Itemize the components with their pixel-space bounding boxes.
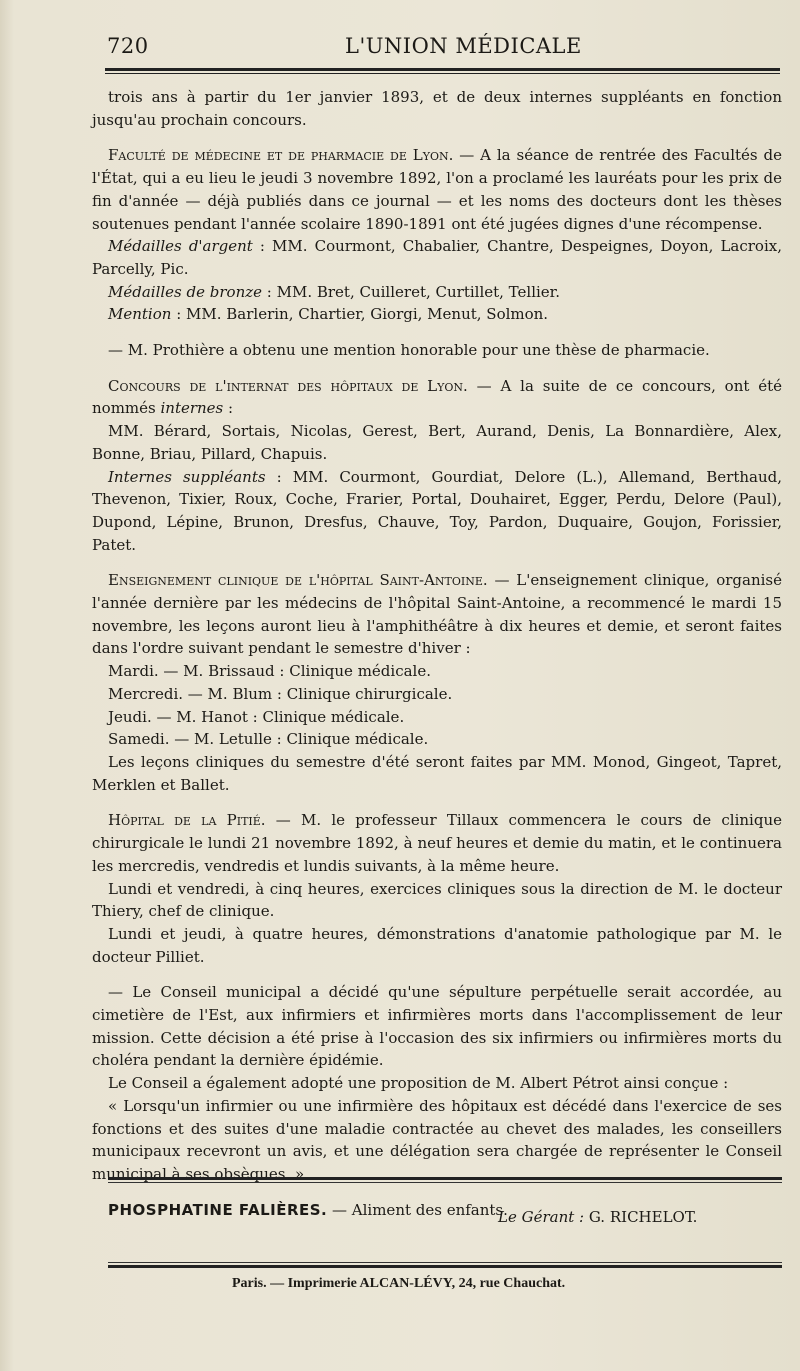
paragraph-concours-internat: Concours de l'internat des hôpitaux de Lyon. — A la suite de ce concours, ont été nommés internes : bbox=[92, 376, 782, 418]
paragraph-hopital-pitie: Hôpital de la Pitié. — M. le professeur Tillaux commencera le cours de clinique chirurgicale le lundi 21 novembre 1892, à neuf heures et demie du matin, et le continuera les mercredis, vendredis et lundis suivants, à la même heure. bbox=[92, 811, 782, 875]
footer-rule-bottom bbox=[108, 1262, 782, 1268]
running-header bbox=[105, 30, 780, 64]
paragraph-anatomie: Lundi et jeudi, à quatre heures, démonstrations d'anatomie pathologique par M. le docteur Pilliet. bbox=[92, 924, 782, 966]
footer-rule-top bbox=[108, 1177, 782, 1183]
paragraph-proposition: Le Conseil a également adopté une proposition de M. Albert Pétrot ainsi conçue : bbox=[108, 1074, 729, 1093]
paragraph-medailles-argent: Médailles d'argent : MM. Courmont, Chabalier, Chantre, Despeignes, Doyon, Lacroix, Parcelly, Pic. bbox=[92, 237, 782, 278]
page-number: 720 bbox=[107, 34, 149, 58]
schedule-samedi: Samedi. — M. Letulle : Clinique médicale. bbox=[108, 730, 429, 749]
advertisement-title: PHOSPHATINE FALIÈRES. bbox=[108, 1200, 328, 1219]
journal-title: L'UNION MÉDICALE bbox=[345, 34, 582, 58]
award-label: Médailles de bronze bbox=[108, 282, 263, 301]
header-rule bbox=[105, 68, 780, 74]
paragraph-exercices-cliniques: Lundi et vendredi, à cinq heures, exercices cliniques sous la direction de M. le docteur Thiery, chef de clinique. bbox=[92, 879, 782, 921]
section-heading: Hôpital de la Pitié. bbox=[108, 811, 266, 830]
paragraph-semestre-ete: Les leçons cliniques du semestre d'été seront faites par MM. Monod, Gingeot, Tapret, Merklen et Ballet. bbox=[92, 752, 782, 794]
gerant-signature: Le Gérant : G. RICHELOT. bbox=[498, 1208, 698, 1226]
paragraph-quotation: « Lorsqu'un infirmier ou une infirmière des hôpitaux est décédé dans l'exercice de ses fonctions et des suites d'une maladie contractée au chevet des malades, les conseillers municipaux recevront un avis, et une délégation sera chargée de représenter le Conseil municipal à ses obsèques. » bbox=[92, 1096, 782, 1183]
schedule-mardi: Mardi. — M. Brissaud : Clinique médicale. bbox=[108, 662, 431, 681]
advertisement-line: PHOSPHATINE FALIÈRES. — Aliment des enfants. bbox=[108, 1200, 508, 1219]
paragraph-internes-list: MM. Bérard, Sortais, Nicolas, Gerest, Bert, Aurand, Denis, La Bonnardière, Alex, Bonne, Briau, Pillard, Chapuis. bbox=[92, 422, 782, 463]
schedule-mercredi: Mercredi. — M. Blum : Clinique chirurgicale. bbox=[108, 684, 453, 703]
paragraph-medailles-bronze: Médailles de bronze : MM. Bret, Cuilleret, Curtillet, Tellier. bbox=[108, 282, 560, 301]
paragraph-saint-antoine: Enseignement clinique de l'hôpital Saint-Antoine. — L'enseignement clinique, organisé l'année dernière par les médecins de l'hôpital Saint-Antoine, a recommencé le mardi 15 novembre, les leçons auront lieu à l'amphithéâtre à dix heures et demie, et seront faites dans l'ordre suivant pendant le semestre d'hiver : bbox=[92, 571, 783, 658]
award-label: Internes suppléants bbox=[108, 467, 266, 486]
schedule-jeudi: Jeudi. — M. Hanot : Clinique médicale. bbox=[108, 707, 405, 726]
section-heading: Enseignement clinique de l'hôpital Saint-Antoine. bbox=[108, 571, 488, 590]
section-heading: Concours de l'internat des hôpitaux de Lyon. bbox=[108, 376, 468, 395]
paragraph-internes-suppleants: Internes suppléants : MM. Courmont, Gourdiat, Delore (L.), Allemand, Berthaud, Thevenon, Tixier, Roux, Coche, Frarier, Portal, Douhairet, Egger, Perdu, Delore (Paul), Dupond, Lépine, Brunon, Dresfus, Chauve, Toy, Pardon, Duquaire, Goujon, Forissier, Patet. bbox=[92, 467, 782, 554]
article-body bbox=[92, 86, 782, 1221]
award-label: Médailles d'argent bbox=[108, 237, 253, 256]
paragraph-internes-continuation: trois ans à partir du 1er janvier 1893, et de deux internes suppléants en fonction jusqu'au prochain concours. bbox=[92, 88, 782, 129]
printer-imprint: Paris. — Imprimerie ALCAN-LÉVY, 24, rue Chauchat. bbox=[232, 1276, 566, 1291]
paragraph-prothiere: — M. Prothière a obtenu une mention honorable pour une thèse de pharmacie. bbox=[108, 341, 710, 360]
section-heading: Faculté de médecine et de pharmacie de Lyon. bbox=[108, 146, 454, 165]
paragraph-mention: Mention : MM. Barlerin, Chartier, Giorgi, Menut, Solmon. bbox=[108, 305, 549, 324]
paragraph-conseil-municipal: — Le Conseil municipal a décidé qu'une sépulture perpétuelle serait accordée, au cimetière de l'Est, aux infirmiers et infirmières morts dans l'accomplissement de leur mission. Cette décision a été prise à l'occasion des six infirmiers ou infirmières morts du choléra pendant la dernière épidémie. bbox=[92, 983, 782, 1070]
paragraph-faculte-lyon: Faculté de médecine et de pharmacie de Lyon. — A la séance de rentrée des Facultés de l'État, qui a eu lieu le jeudi 3 novembre 1892, l'on a proclamé les lauréats pour les prix de fin d'année — déjà publiés dans ce journal — et les noms des docteurs dont les thèses soutenues pendant l'année scolaire 1890-1891 ont été jugées dignes d'une récompense. bbox=[92, 146, 783, 233]
award-label: Mention bbox=[108, 305, 172, 324]
